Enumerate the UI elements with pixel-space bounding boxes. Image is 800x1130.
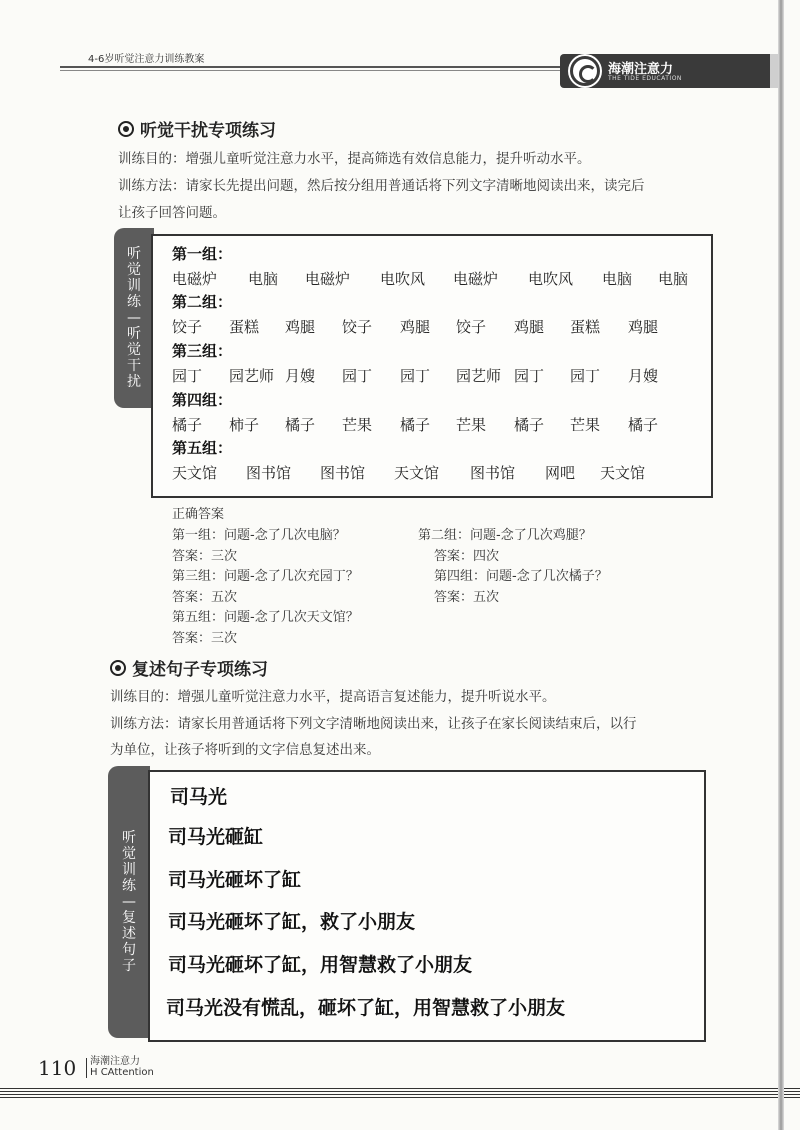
section2-goal: 训练目的：增强儿童听觉注意力水平，提高语言复述能力，提升听说水平。 bbox=[110, 689, 556, 705]
group-word: 蛋糕 bbox=[570, 318, 601, 336]
section1-method-line1: 训练方法：请家长先提出问题，然后按分组用普通话将下列文字清晰地阅读出来，读完后 bbox=[118, 178, 645, 194]
answer-line: 答案：五次 bbox=[172, 589, 238, 605]
group-word: 鸡腿 bbox=[628, 318, 659, 336]
sentence-line: 司马光砸坏了缸，用智慧救了小朋友 bbox=[168, 954, 473, 976]
group-word: 饺子 bbox=[172, 318, 203, 336]
answer-line: 答案：三次 bbox=[172, 548, 238, 564]
header-rule-thin bbox=[60, 70, 580, 71]
footer-rules bbox=[0, 1088, 800, 1100]
brand-logo-icon bbox=[570, 56, 600, 86]
tab-char: 听 bbox=[127, 246, 141, 262]
group-word: 电脑 bbox=[658, 270, 689, 288]
group-word: 网吧 bbox=[545, 464, 576, 482]
tab-char: 训 bbox=[122, 862, 136, 878]
section1-title-text: 听觉干扰专项练习 bbox=[140, 121, 276, 141]
answer-line: 第一组：问题-念了几次电脑？ bbox=[172, 528, 346, 543]
group-word: 月嫂 bbox=[285, 367, 316, 385]
group-word: 橘子 bbox=[514, 416, 545, 434]
book-title: 4-6岁听觉注意力训练教案 bbox=[88, 54, 205, 65]
section2-side-tab bbox=[108, 766, 150, 1038]
sentence-line: 司马光没有慌乱，砸坏了缸，用智慧救了小朋友 bbox=[166, 997, 566, 1019]
tab-char: 觉 bbox=[127, 342, 141, 358]
tab-char: 句 bbox=[122, 942, 136, 958]
group-word: 橘子 bbox=[400, 416, 431, 434]
section1-side-tab bbox=[114, 228, 154, 408]
bullet-icon bbox=[118, 121, 134, 137]
group-word: 柿子 bbox=[229, 416, 260, 434]
tab-char: 复 bbox=[122, 910, 136, 926]
sentence-line: 司马光 bbox=[170, 786, 228, 808]
bullet-icon bbox=[110, 660, 126, 676]
group-word: 电磁炉 bbox=[305, 270, 351, 288]
group-word: 园丁 bbox=[400, 367, 431, 385]
group-word: 电磁炉 bbox=[453, 270, 499, 288]
group-word: 芒果 bbox=[342, 416, 373, 434]
answer-line: 答案：五次 bbox=[434, 589, 500, 605]
group-word: 电吹风 bbox=[380, 270, 426, 288]
group-word: 橘子 bbox=[172, 416, 203, 434]
tab-char: 扰 bbox=[127, 374, 141, 390]
group-word: 电磁炉 bbox=[172, 270, 218, 288]
group-word: 鸡腿 bbox=[285, 318, 316, 336]
answers-heading: 正确答案 bbox=[172, 507, 225, 522]
tab-char: 听 bbox=[127, 326, 141, 342]
tab-char: 干 bbox=[127, 358, 141, 374]
tab-char: 听 bbox=[122, 830, 136, 846]
group-word: 鸡腿 bbox=[400, 318, 431, 336]
group-word: 饺子 bbox=[342, 318, 373, 336]
group-word: 图书馆 bbox=[320, 464, 366, 482]
footer-brand-en: H CAttention bbox=[90, 1067, 154, 1078]
section2-title-text: 复述句子专项练习 bbox=[132, 660, 268, 680]
page-edge bbox=[778, 0, 784, 1130]
group-word: 图书馆 bbox=[246, 464, 292, 482]
tab-char: — bbox=[122, 894, 136, 910]
group-label: 第五组： bbox=[172, 439, 233, 457]
brand-subtitle: THE TIDE EDUCATION bbox=[608, 75, 682, 82]
tab-char: 觉 bbox=[122, 846, 136, 862]
group-word: 天文馆 bbox=[600, 464, 646, 482]
answer-line: 答案：四次 bbox=[434, 548, 500, 564]
section1-goal: 训练目的：增强儿童听觉注意力水平，提高筛选有效信息能力，提升听动水平。 bbox=[118, 151, 591, 167]
section2-title bbox=[110, 655, 268, 680]
answer-line: 答案：三次 bbox=[172, 630, 238, 646]
answer-line: 第五组：问题-念了几次天文馆？ bbox=[172, 610, 359, 625]
group-label: 第二组： bbox=[172, 293, 233, 311]
group-label: 第三组： bbox=[172, 342, 233, 360]
sentence-line: 司马光砸坏了缸，救了小朋友 bbox=[168, 911, 416, 933]
group-word: 园艺师 bbox=[456, 367, 502, 385]
answer-line: 第二组：问题-念了几次鸡腿？ bbox=[418, 528, 592, 543]
group-word: 鸡腿 bbox=[514, 318, 545, 336]
tab-char: 训 bbox=[127, 278, 141, 294]
group-word: 芒果 bbox=[456, 416, 487, 434]
group-label: 第四组： bbox=[172, 391, 233, 409]
group-word: 天文馆 bbox=[172, 464, 218, 482]
page-number: 110 bbox=[38, 1056, 77, 1080]
brand-name: 海潮注意力 bbox=[608, 62, 674, 77]
footer-divider bbox=[86, 1058, 87, 1078]
section1-title bbox=[118, 116, 276, 141]
answer-line: 第三组：问题-念了几次充园丁？ bbox=[172, 569, 359, 584]
tab-char: 练 bbox=[122, 878, 136, 894]
group-word: 电脑 bbox=[248, 270, 279, 288]
group-word: 橘子 bbox=[628, 416, 659, 434]
tab-char: 练 bbox=[127, 294, 141, 310]
group-word: 月嫂 bbox=[628, 367, 659, 385]
section2-method-line2: 为单位，让孩子将听到的文字信息复述出来。 bbox=[110, 742, 380, 758]
sentence-line: 司马光砸坏了缸 bbox=[168, 869, 302, 891]
group-word: 橘子 bbox=[285, 416, 316, 434]
group-word: 天文馆 bbox=[394, 464, 440, 482]
group-word: 园丁 bbox=[570, 367, 601, 385]
tab-char: 子 bbox=[122, 958, 136, 974]
group-word: 园丁 bbox=[514, 367, 545, 385]
group-word: 电脑 bbox=[602, 270, 633, 288]
group-word: 饺子 bbox=[456, 318, 487, 336]
group-word: 图书馆 bbox=[470, 464, 516, 482]
tab-char: 觉 bbox=[127, 262, 141, 278]
tab-char: — bbox=[127, 310, 141, 326]
answer-line: 第四组：问题-念了几次橘子？ bbox=[434, 569, 608, 584]
footer-brand-name: 海潮注意力 bbox=[90, 1056, 140, 1067]
sentence-line: 司马光砸缸 bbox=[168, 826, 264, 848]
group-word: 蛋糕 bbox=[229, 318, 260, 336]
group-word: 电吹风 bbox=[528, 270, 574, 288]
footer-brand bbox=[90, 1056, 154, 1078]
group-word: 园丁 bbox=[342, 367, 373, 385]
section1-method-line2: 让孩子回答问题。 bbox=[118, 205, 226, 221]
tab-char: 述 bbox=[122, 926, 136, 942]
section2-method-line1: 训练方法：请家长用普通话将下列文字清晰地阅读出来，让孩子在家长阅读结束后，以行 bbox=[110, 716, 637, 732]
group-word: 园艺师 bbox=[229, 367, 275, 385]
group-word: 园丁 bbox=[172, 367, 203, 385]
group-word: 芒果 bbox=[570, 416, 601, 434]
header-rule bbox=[60, 66, 580, 68]
group-label: 第一组： bbox=[172, 245, 233, 263]
